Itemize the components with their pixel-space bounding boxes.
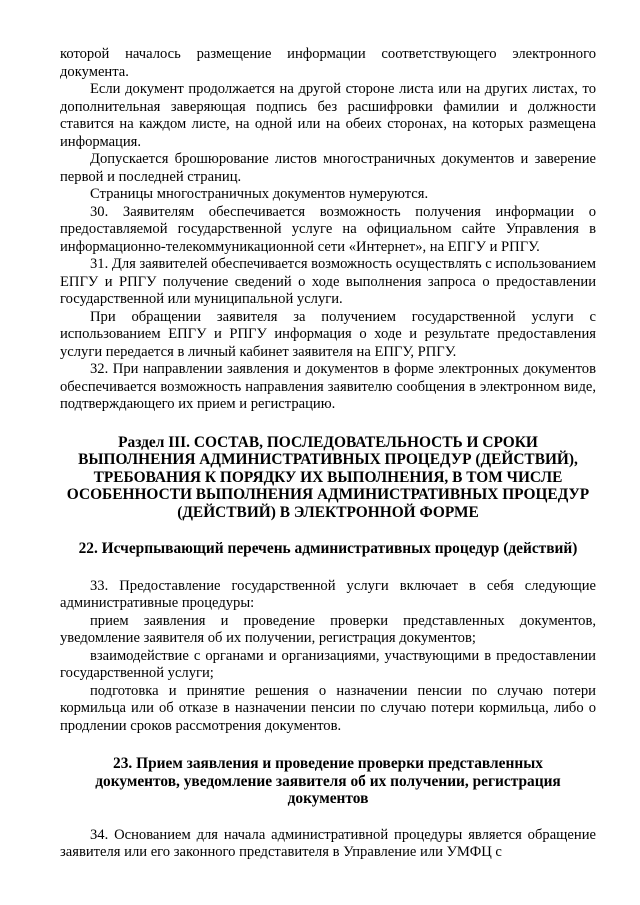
paragraph-procedure-3: подготовка и принятие решения о назначении пенсии по случаю потери кормильца или об отказе в назначении пенсии по случаю потери кормильца, либо о продлении сроков рассмотрения документов. xyxy=(60,682,596,734)
subheading-23-line: документов, уведомление заявителя об их получении, регистрация xyxy=(95,772,561,790)
section-heading-line: ВЫПОЛНЕНИЯ АДМИНИСТРАТИВНЫХ ПРОЦЕДУР (ДЕЙСТВИЙ), xyxy=(78,451,578,468)
paragraph-signature-rule: Если документ продолжается на другой стороне листа или на других листах, то дополнительная заверяющая подпись без расшифровки фамилии и должности ставится на каждом листе, на одной или на обеих сторонах, на которых размещена информация. xyxy=(60,81,596,150)
paragraph-31-result: При обращении заявителя за получением государственной услуги с использованием ЕПГУ и РПГУ информация о ходе и результате предоставления услуги передается в личный кабинет заявителя на ЕПГУ, РПГУ. xyxy=(60,308,596,360)
subheading-23-line: 23. Прием заявления и проведение проверки представленных xyxy=(113,755,543,772)
subheading-23 xyxy=(60,755,596,808)
paragraph-32: 32. При направлении заявления и документов в форме электронных документов обеспечивается возможность направления заявителю сообщения в электронном виде, подтверждающего их прием и регистрацию. xyxy=(60,361,596,412)
paragraph-procedure-1: прием заявления и проведение проверки представленных документов, уведомление заявителя об их получении, регистрация документов; xyxy=(60,612,596,646)
paragraph-page-numbering: Страницы многостраничных документов нумеруются. xyxy=(90,186,429,202)
section-heading-line: Раздел III. СОСТАВ, ПОСЛЕДОВАТЕЛЬНОСТЬ И СРОКИ xyxy=(118,433,538,451)
paragraph-procedure-2: взаимодействие с органами и организациями, участвующими в предоставлении государственной услуги; xyxy=(60,647,596,681)
paragraph-33: 33. Предоставление государственной услуги включает в себя следующие административные процедуры: xyxy=(60,577,596,611)
subheading-23-line: документов xyxy=(287,790,369,807)
paragraph-continuation: которой началось размещение информации соответствующего электронного документа. xyxy=(60,46,596,80)
section-heading-line: (ДЕЙСТВИЙ) В ЭЛЕКТРОННОЙ ФОРМЕ xyxy=(177,503,479,521)
paragraph-31: 31. Для заявителей обеспечивается возможность осуществлять с использованием ЕПГУ и РПГУ получение сведений о ходе выполнения запроса о предоставлении государственной или муниципальной услуги. xyxy=(60,256,597,307)
subheading-22: 22. Исчерпывающий перечень административных процедур (действий) xyxy=(78,540,578,557)
paragraph-34: 34. Основанием для начала административной процедуры является обращение заявителя или его законного представителя в Управление или УМФЦ с xyxy=(60,826,596,860)
section-heading-line: ТРЕБОВАНИЯ К ПОРЯДКУ ИХ ВЫПОЛНЕНИЯ, В ТОМ ЧИСЛЕ xyxy=(93,468,563,486)
paragraph-binding: Допускается брошюрование листов многостраничных документов и заверение первой и последней страниц. xyxy=(60,151,596,185)
section-heading-line: ОСОБЕННОСТИ ВЫПОЛНЕНИЯ АДМИНИСТРАТИВНЫХ ПРОЦЕДУР xyxy=(66,486,590,503)
section-heading xyxy=(60,434,596,522)
paragraph-30: 30. Заявителям обеспечивается возможность получения информации о предоставляемой государственной услуге на официальном сайте Управления в информационно-телекоммуникационной сети «Интернет», на ЕПГУ и РПГУ. xyxy=(60,203,596,255)
